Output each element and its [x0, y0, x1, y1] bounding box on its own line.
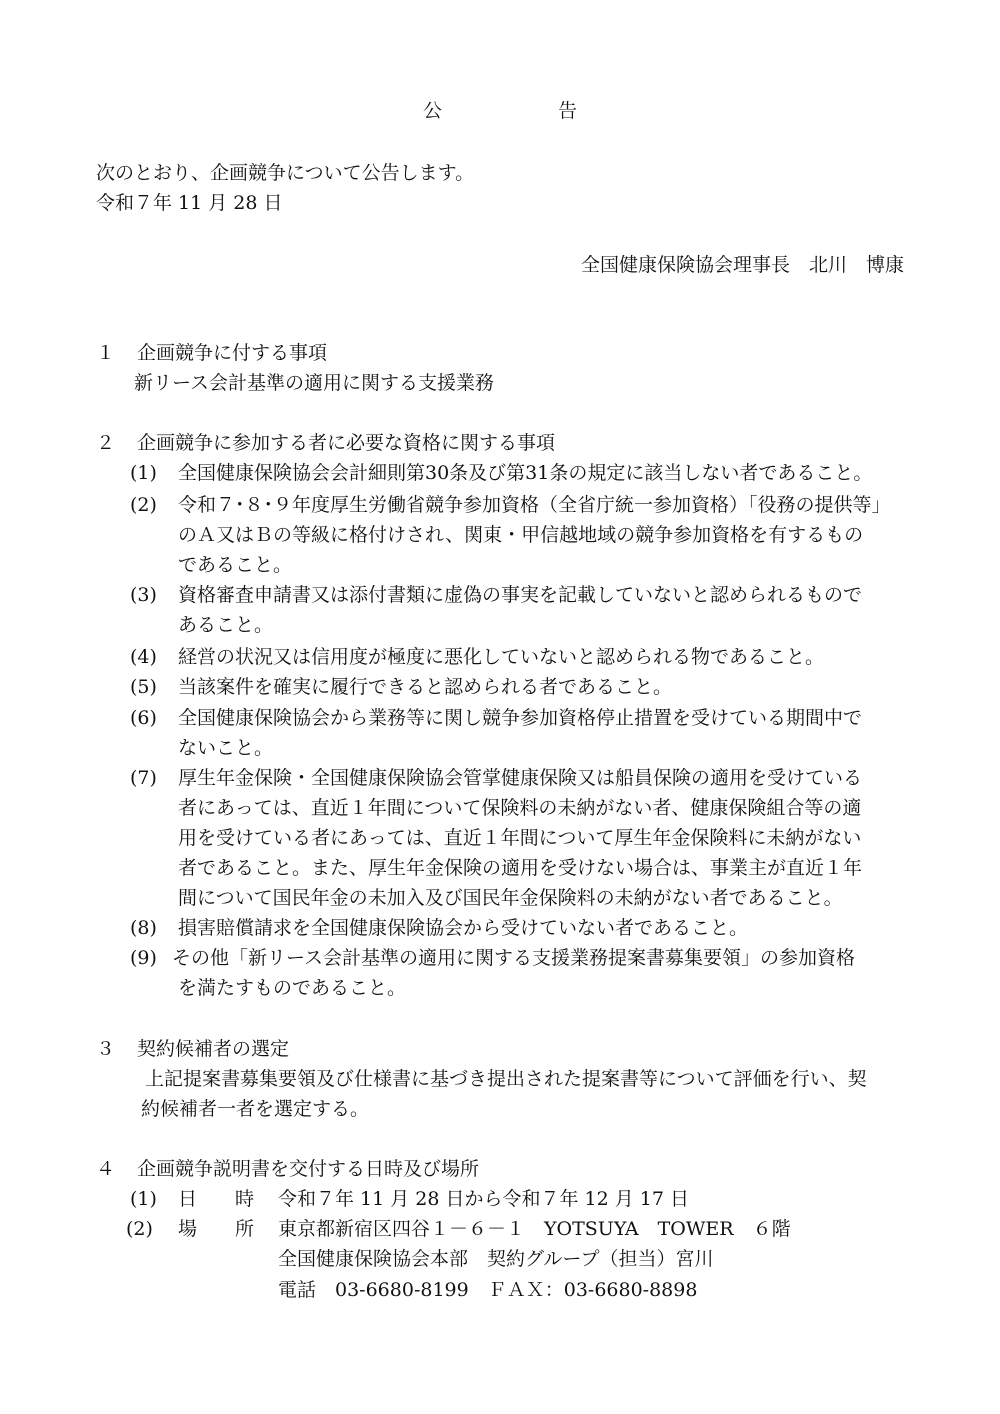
page-title	[0, 96, 1000, 126]
item-2-8-number: (8)	[130, 917, 157, 939]
section-2-number: ２	[96, 432, 116, 454]
item-2-1-number: (1)	[130, 462, 157, 484]
item-2-7-line-5: 間について国民年金の未加入及び国民年金保険料の未納がない者であること。	[178, 887, 843, 909]
item-2-7-line-4: 者であること。また、厚生年金保険の適用を受けない場合は、事業主が直近１年	[178, 857, 863, 879]
item-2-2-number: (2)	[130, 494, 157, 516]
item-2-2-line-1: 令和７･８･９年度厚生労働省競争参加資格（全省庁統一参加資格）「役務の提供等」	[178, 494, 891, 516]
item-4-2-address: 東京都新宿区四谷１－６－１ YOTSUYA TOWER ６階	[278, 1218, 791, 1240]
item-4-2-contact: 電話 03-6680-8199 ＦＡＸ：03-6680-8898	[278, 1279, 698, 1301]
item-2-7-line-2: 者にあっては、直近１年間について保険料の未納がない者、健康保険組合等の適	[178, 797, 862, 819]
item-2-3-line-2: あること。	[178, 614, 274, 636]
item-2-6-number: (6)	[130, 707, 157, 729]
section-1-body: 新リース会計基準の適用に関する支援業務	[134, 372, 495, 394]
item-2-3-number: (3)	[130, 584, 157, 606]
item-4-2-label: 場 所	[178, 1218, 255, 1240]
item-2-5-number: (5)	[130, 676, 157, 698]
item-2-8-line-1: 損害賠償請求を全国健康保険協会から受けていない者であること。	[178, 917, 749, 939]
item-2-5-line-1: 当該案件を確実に履行できると認められる者であること。	[178, 676, 673, 698]
section-3-number: ３	[96, 1038, 116, 1060]
item-2-6-line-1: 全国健康保険協会から業務等に関し競争参加資格停止措置を受けている期間中で	[178, 707, 863, 729]
section-3-line-1: 上記提案書募集要領及び仕様書に基づき提出された提案書等について評価を行い、契	[145, 1068, 867, 1090]
item-4-1-label: 日 時	[178, 1188, 255, 1210]
item-2-9-number: (9)	[130, 947, 157, 969]
item-2-6-line-2: ないこと。	[178, 737, 274, 759]
item-4-1-number: (1)	[130, 1188, 157, 1210]
title-char-1: 公	[422, 100, 442, 122]
item-2-9-line-1: その他「新リース会計基準の適用に関する支援業務提案書募集要領」の参加資格	[172, 947, 856, 969]
item-4-2-number: (2)	[126, 1218, 153, 1240]
section-3-line-2: 約候補者一者を選定する。	[141, 1098, 370, 1120]
title-char-2: 告	[558, 100, 578, 122]
section-1-title: 企画競争に付する事項	[137, 342, 328, 364]
item-2-9-line-2: を満たすものであること。	[178, 977, 407, 999]
notice-date: 令和７年 11 月 28 日	[96, 192, 283, 214]
item-2-3-line-1: 資格審査申請書又は添付書類に虚偽の事実を記載していないと認められるもので	[178, 584, 863, 606]
item-2-2-line-3: であること。	[178, 554, 293, 576]
item-2-7-line-3: 用を受けている者にあっては、直近１年間について厚生年金保険料に未納がない	[178, 827, 862, 849]
item-4-2-office: 全国健康保険協会本部 契約グループ（担当）宮川	[278, 1248, 714, 1270]
item-2-4-number: (4)	[130, 646, 157, 668]
item-4-1-value: 令和７年 11 月 28 日から令和７年 12 月 17 日	[278, 1188, 690, 1210]
signer: 全国健康保険協会理事長 北川 博康	[580, 254, 904, 276]
intro-text: 次のとおり、企画競争について公告します。	[96, 162, 475, 184]
section-3-title: 契約候補者の選定	[137, 1038, 290, 1060]
section-2-title: 企画競争に参加する者に必要な資格に関する事項	[137, 432, 556, 454]
item-2-7-number: (7)	[130, 767, 157, 789]
item-2-4-line-1: 経営の状況又は信用度が極度に悪化していないと認められる物であること。	[178, 646, 825, 668]
item-2-7-line-1: 厚生年金保険・全国健康保険協会管掌健康保険又は船員保険の適用を受けている	[178, 767, 863, 789]
section-4-title: 企画競争説明書を交付する日時及び場所	[137, 1158, 480, 1180]
item-2-1-line-1: 全国健康保険協会会計細則第30条及び第31条の規定に該当しない者であること。	[178, 462, 873, 484]
item-2-2-line-2: のＡ又はＢの等級に格付けされ、関東・甲信越地域の競争参加資格を有するもの	[178, 524, 864, 546]
section-4-number: ４	[96, 1158, 116, 1180]
section-1-number: １	[96, 342, 116, 364]
